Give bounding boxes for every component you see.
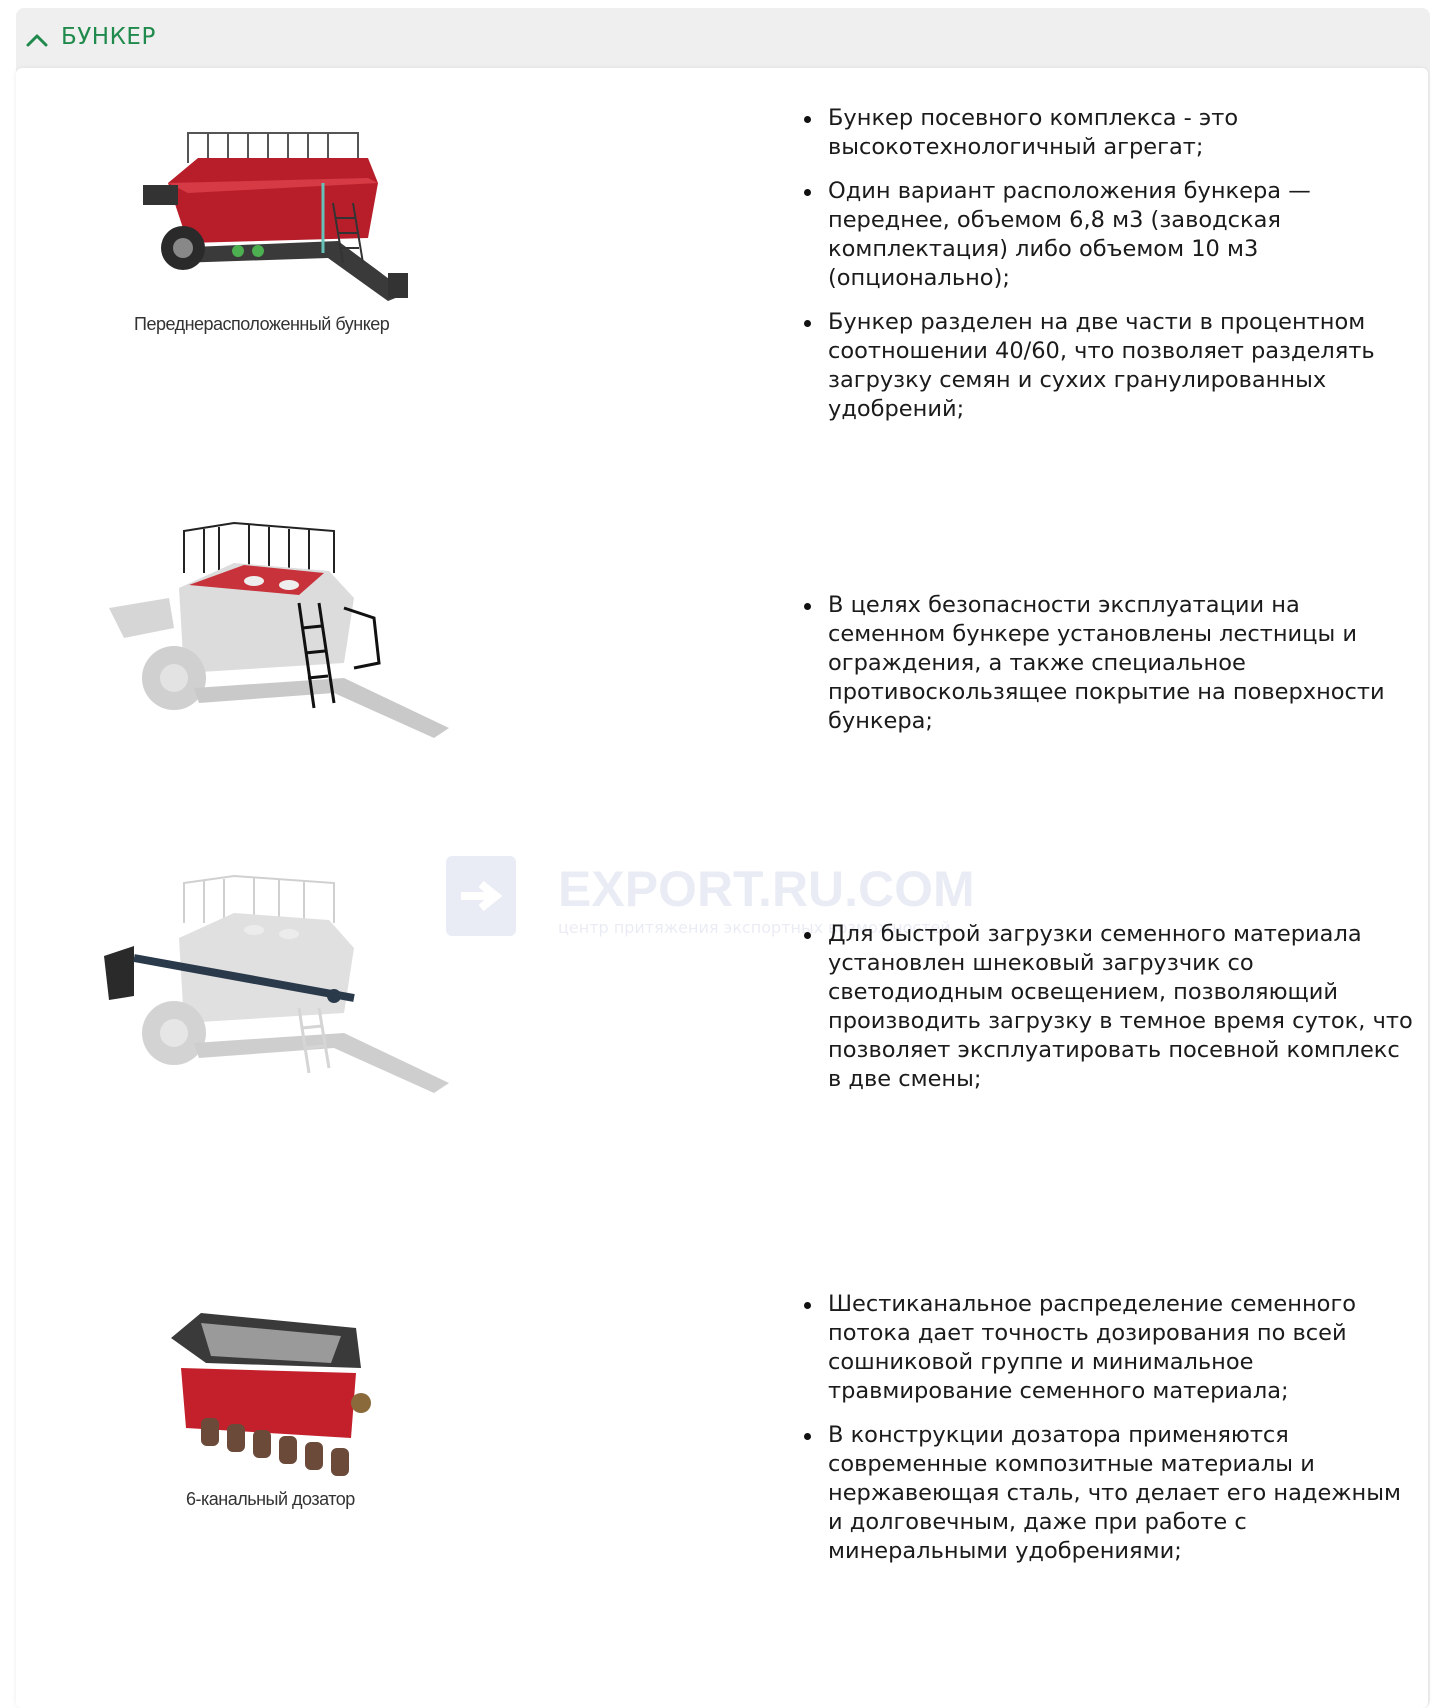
list-item: Один вариант расположения бункера — переднее, объемом 6,8 м3 (заводская комплектация) либо объемом 10 м3 (опционально); — [804, 177, 1414, 293]
chevron-up-icon[interactable] — [22, 25, 52, 55]
watermark-brand: EXPORT.RU.COM — [558, 861, 975, 917]
feature-list — [804, 591, 1414, 751]
image-caption: Переднерасположенный бункер — [134, 314, 390, 334]
feature-list — [804, 1290, 1414, 1581]
list-item: Шестиканальное распределение семенного потока дает точность дозирования по всей сошниковой группе и минимальное травмирование семенного материала; — [804, 1290, 1414, 1406]
list-item: Бункер посевного комплекса - это высокотехнологичный агрегат; — [804, 104, 1414, 162]
feature-list — [804, 104, 1414, 439]
hopper-safety-image — [104, 513, 464, 763]
list-item: Бункер разделен на две части в процентном соотношении 40/60, что позволяет разделять загрузку семян и сухих гранулированных удобрений; — [804, 308, 1414, 424]
accordion-bunker — [16, 8, 1430, 1708]
list-item: В целях безопасности эксплуатации на семенном бункере установлены лестницы и ограждения, а также специальное противоскользящее покрытие на поверхности бункера; — [804, 591, 1414, 736]
front-hopper-image — [128, 123, 448, 323]
auger-loader-image — [104, 868, 464, 1118]
list-item: В конструкции дозатора применяются современные композитные материалы и нержавеющая сталь, что делает его надежным и долговечным, даже при работе с минеральными удобрениями; — [804, 1421, 1414, 1566]
six-channel-metering-image — [161, 1308, 381, 1488]
feature-list — [804, 920, 1414, 1109]
accordion-header[interactable] — [16, 8, 1430, 68]
accordion-panel — [16, 68, 1428, 1708]
watermark-tagline: центр притяжения экспортных возможностей — [558, 918, 951, 937]
list-item: Для быстрой загрузки семенного материала установлен шнековый загрузчик со светодиодным освещением, позволяющий производить загрузку в темное время суток, что позволяет эксплуатировать посевной комплекс в две смены; — [804, 920, 1414, 1094]
image-caption: 6-канальный дозатор — [186, 1489, 355, 1509]
accordion-title: БУНКЕР — [61, 24, 156, 50]
